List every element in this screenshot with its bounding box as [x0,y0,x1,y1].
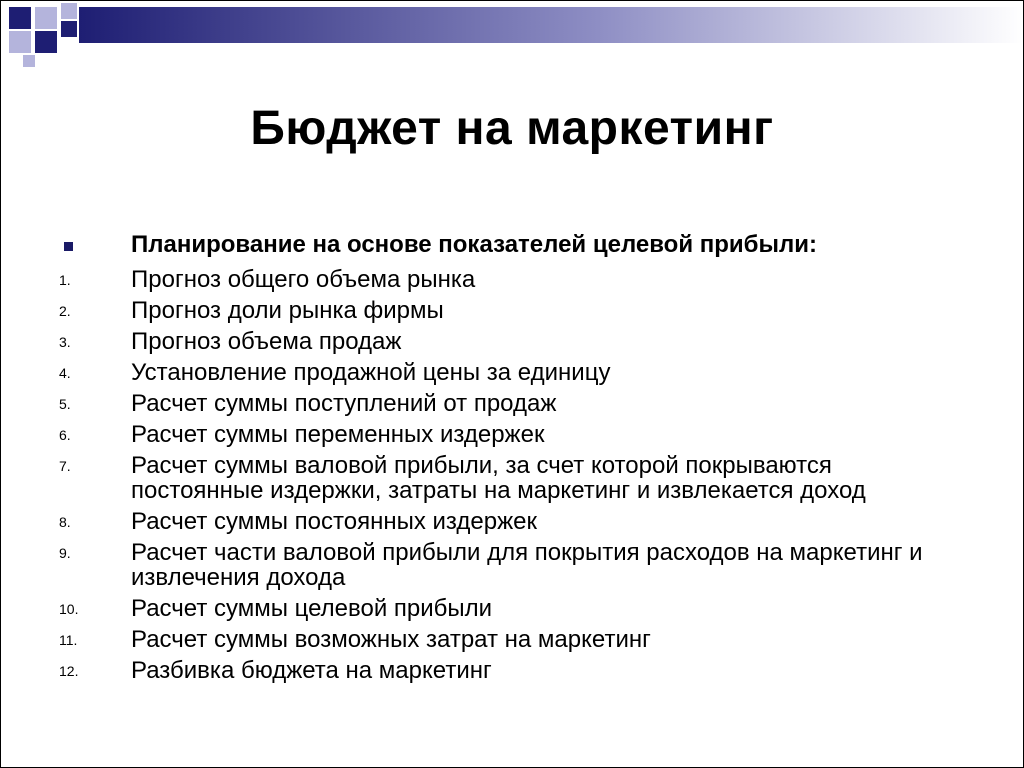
square-bullet-icon [64,242,73,251]
list-item-number: 1. [59,272,71,288]
subheading [49,229,989,263]
list-item [49,509,999,534]
list-item-number: 5. [59,396,71,412]
list-item [49,422,999,447]
list-item-text: Разбивка бюджета на маркетинг [131,657,492,684]
deco-square [23,55,35,67]
deco-square [61,21,77,37]
list-item-number: 6. [59,427,71,443]
list-item-number: 11. [59,632,78,648]
list-item [49,298,999,323]
list-item [49,453,999,503]
list-item-text: Расчет суммы постоянных издержек [131,508,537,535]
list-item-text: Установление продажной цены за единицу [131,359,611,386]
list-item-number: 10. [59,601,79,617]
list-item-text: постоянные издержки, затраты на маркетинг и извлекается доход [131,477,866,504]
list-item [49,540,999,590]
list-item-text: Расчет суммы возможных затрат на маркетинг [131,626,651,653]
list-item [49,627,999,652]
deco-square [9,31,31,53]
list-item [49,360,999,385]
list-item-number: 9. [59,545,71,561]
subheading-text: Планирование на основе показателей целевой прибыли: [131,231,817,258]
slide-title: Бюджет на маркетинг [250,102,774,155]
gradient-bar [79,7,1023,43]
list-item-number: 2. [59,303,71,319]
list-item-text: Расчет части валовой прибыли для покрытия расходов на маркетинг и [131,539,923,566]
list-item-number: 7. [59,458,71,474]
list-item-text: Расчет суммы переменных издержек [131,421,545,448]
header-decoration [1,1,1023,61]
list-item-number: 4. [59,365,71,381]
list-item-text: Расчет суммы поступлений от продаж [131,390,557,417]
list-item-text: Прогноз доли рынка фирмы [131,297,444,324]
list-item-text: Прогноз общего объема рынка [131,266,476,293]
list-item [49,267,999,292]
list-item [49,596,999,621]
list-item-text: Расчет суммы валовой прибыли, за счет которой покрываются [131,452,832,479]
list-item-text: Расчет суммы целевой прибыли [131,595,493,622]
deco-square [35,31,57,53]
list-item [49,658,999,683]
list-item-number: 3. [59,334,71,350]
list-item-number: 8. [59,514,71,530]
numbered-list [49,261,999,683]
list-item [49,329,999,354]
deco-square [61,3,77,19]
list-item [49,391,999,416]
list-item-text: извлечения дохода [131,564,346,591]
deco-square [35,7,57,29]
list-item-text: Прогноз объема продаж [131,328,402,355]
deco-square [9,7,31,29]
list-item-number: 12. [59,663,79,679]
